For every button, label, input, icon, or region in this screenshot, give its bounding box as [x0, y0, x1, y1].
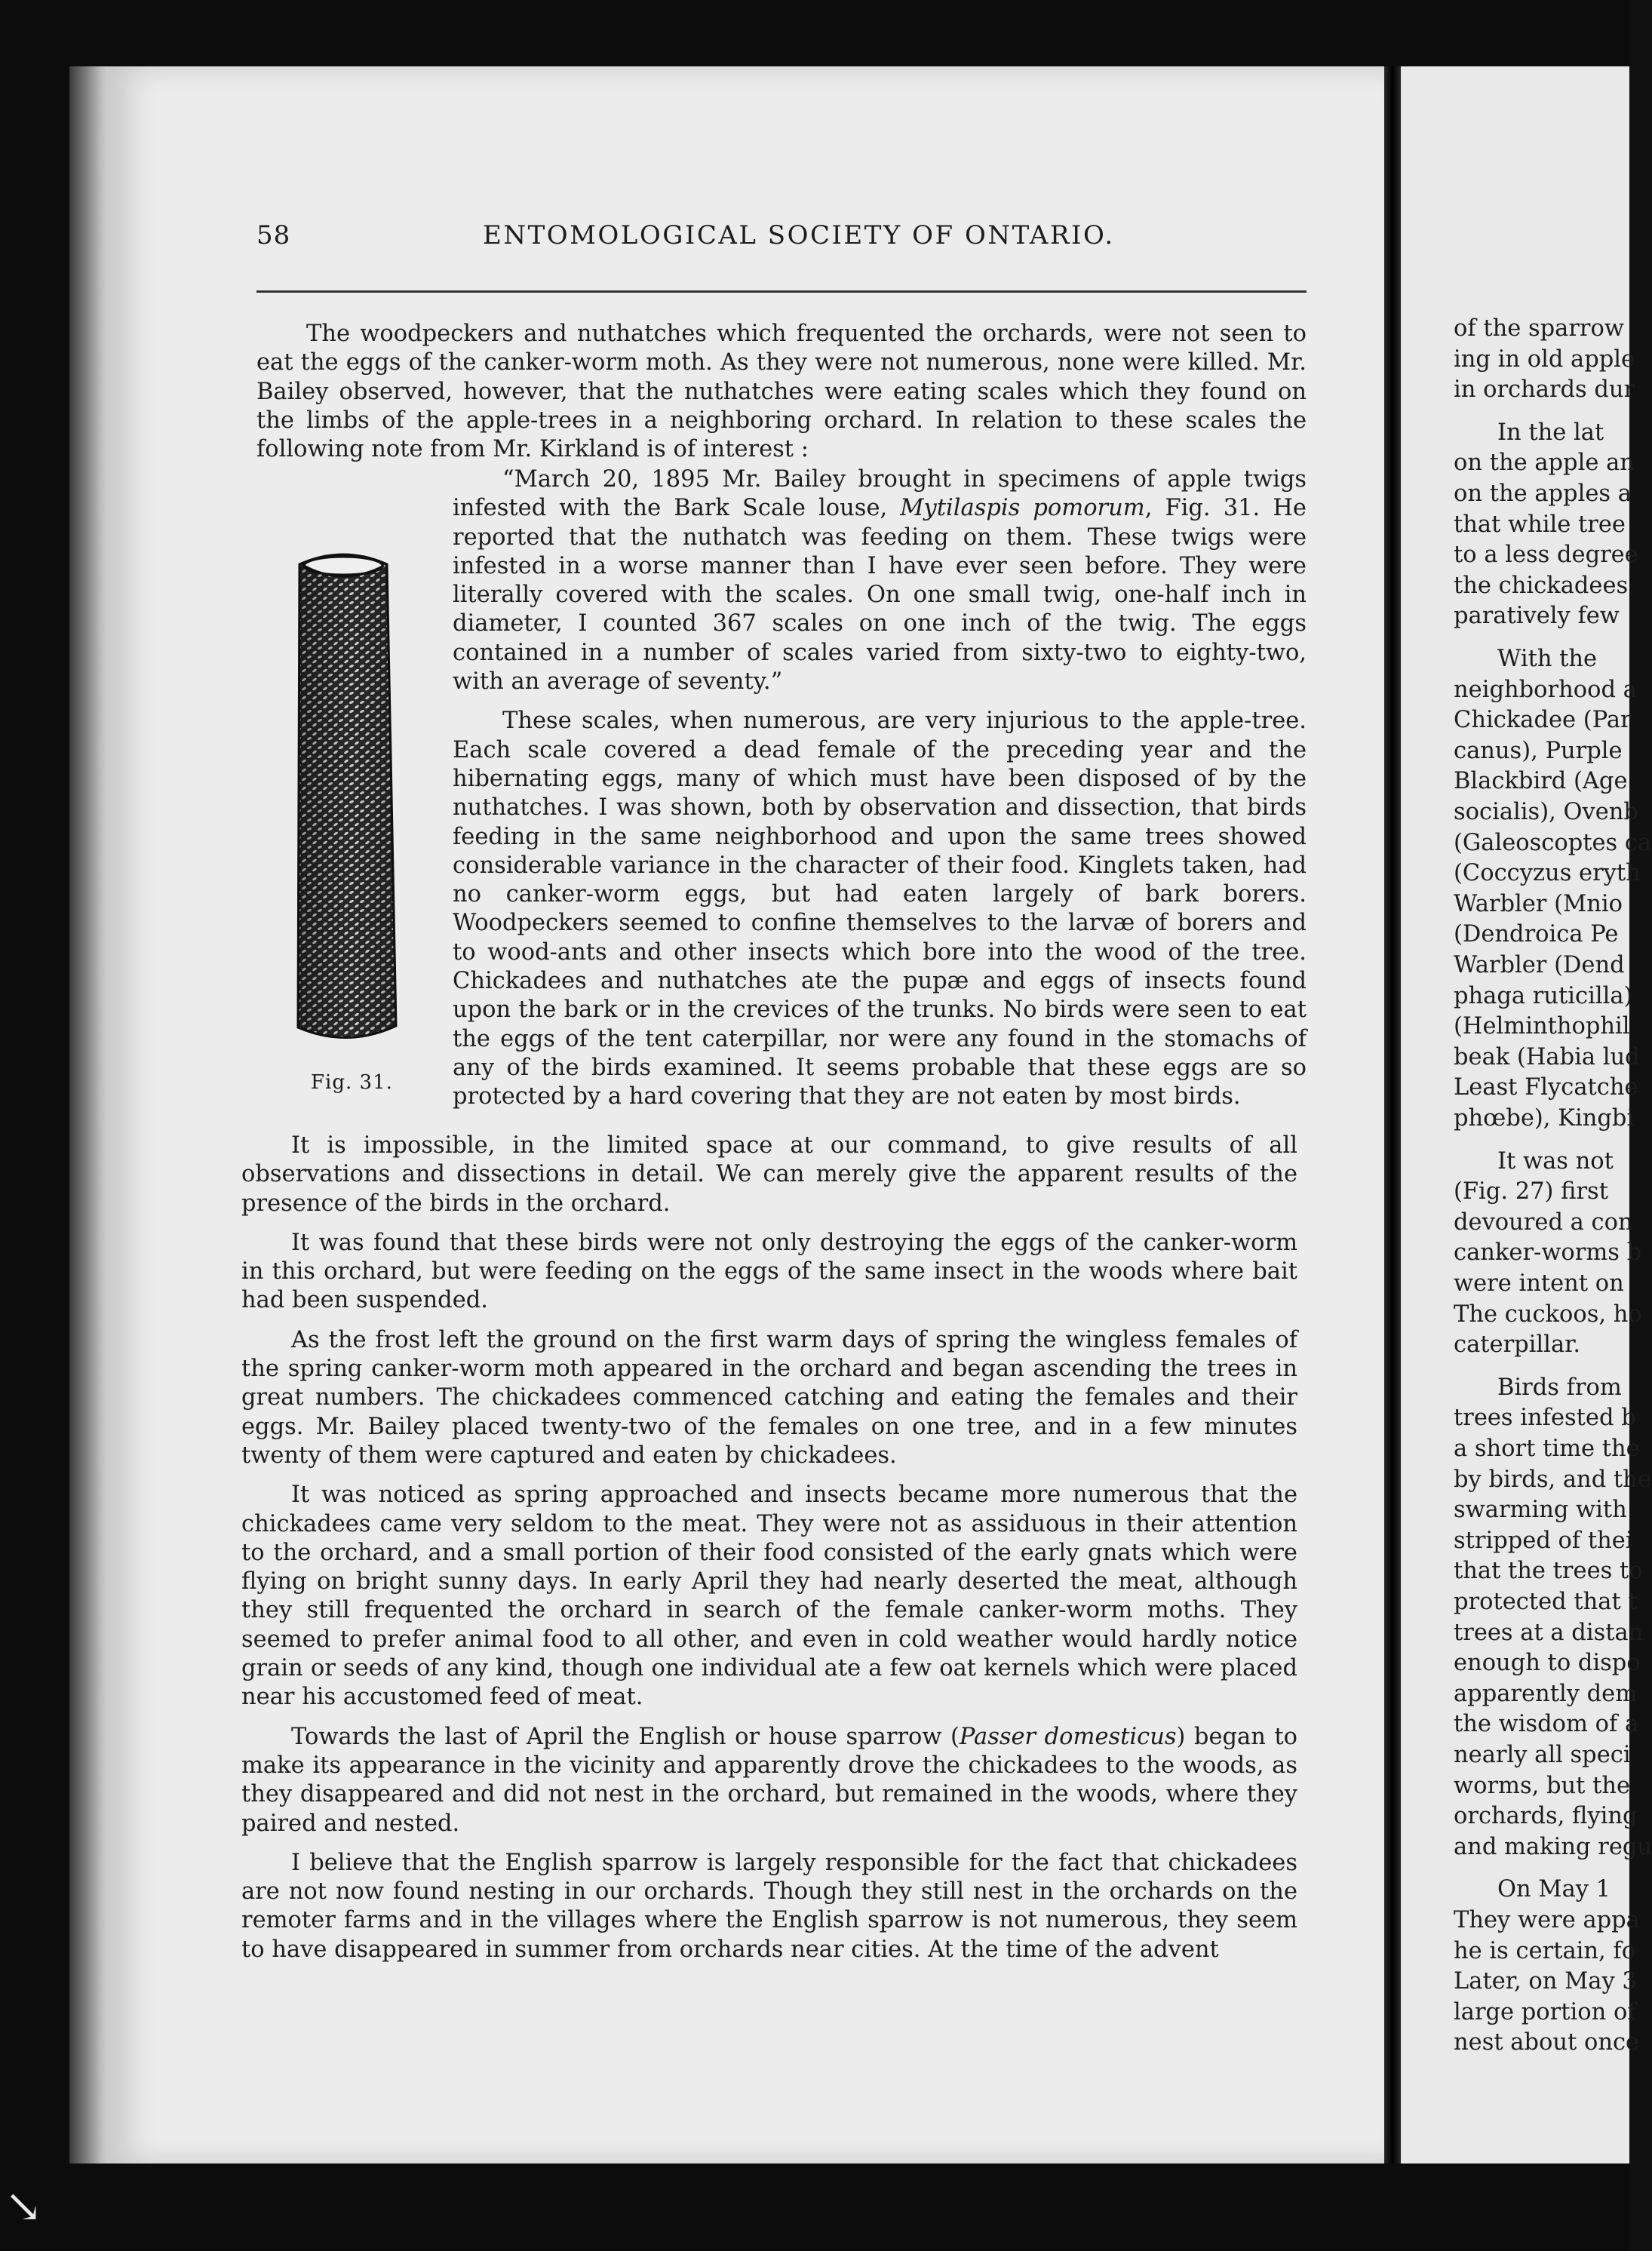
right-page-line: orchards, flying: [1454, 1803, 1638, 1830]
right-page-line: (Galeoscoptes ca: [1454, 829, 1652, 856]
right-page-line: to a less degree: [1454, 542, 1638, 569]
paragraph-believe: I believe that the English sparrow is largely responsible for the fact that chickadees are not now found nesting in our orchards. Though they still nest in the orchards on the remoter farms and in the villages where the English sparrow is not numerous, they seem to have disappeared in summer from orchards near cities. At the time of the advent: [241, 1849, 1297, 1963]
right-page-line: protected that t: [1454, 1589, 1638, 1615]
right-page-line: canker-worms b: [1454, 1239, 1642, 1267]
figure-caption: Fig. 31.: [311, 1071, 393, 1094]
figure-31-twig-illustration: [290, 551, 404, 1043]
right-page-line: Birds from: [1497, 1374, 1622, 1401]
towards-text-start: Towards the last of April the English or house sparrow (: [291, 1723, 960, 1750]
right-page-line: of the sparrow: [1454, 315, 1624, 342]
right-page-line: Blackbird (Age: [1454, 768, 1628, 795]
right-page-line: on the apples a: [1454, 481, 1632, 507]
page-number: 58: [256, 220, 291, 250]
paragraph-scales: These scales, when numerous, are very injurious to the apple-tree. Each scale covered a dead female of the preceding year and the hibernating eggs, many of which must have been disposed of by the nuthatches. I was shown, both by observation and dissection, that birds feeding in the same neighborhood and upon the same trees showed considerable variance in the character of their food. Kinglets taken, had no canker-worm eggs, but had eaten largely of bark borers. Woodpeckers seemed to confine themselves to the larvæ of borers and to wood-ants and other insects which bore into the wood of the tree. Chickadees and nuthatches ate the pupæ and eggs of insects found upon the bark or in the crevices of the trunks. No birds were seen to eat the eggs of the tent caterpillar, nor were any found in the stomachs of any of the birds examined. It seems probable that these eggs are so protected by a hard covering that they are not eaten by most birds.: [453, 708, 1307, 1110]
right-page-line: large portion of: [1454, 1998, 1636, 2025]
right-page-line: phœbe), Kingbi: [1454, 1105, 1635, 1132]
right-page-line: socialis), Ovenb: [1454, 799, 1638, 825]
right-page-line: stripped of thei: [1454, 1527, 1633, 1554]
right-page-line: They were appa: [1454, 1907, 1640, 1933]
right-page-line: Later, on May 3: [1454, 1968, 1637, 1995]
right-page-line: trees infested b: [1454, 1405, 1636, 1432]
kirkland-quote: [453, 465, 1307, 696]
quote-text-end: , Fig. 31. He reported that the nuthatch was feeding on them. These twigs were infested in a worse manner than I have ever seen before. They were literally covered with the scales. On one small twig, one-half inch in diameter, I counted 367 scales on one inch of the twig. The eggs contained in a number of scales varied from sixty-two to eighty-two, with an average of seventy.”: [453, 495, 1307, 696]
right-page-line: on the apple an: [1454, 450, 1635, 477]
page-header: [256, 220, 1313, 266]
quote-text-start: “March 20, 1895 Mr. Bailey brought in specimens of apple twigs infested with the Bark Scale louse,: [453, 466, 1307, 522]
right-page-line: With the: [1497, 646, 1598, 672]
right-page-line: (Coccyzus eryth: [1454, 860, 1641, 887]
species-mytilaspis: Mytilaspis pomorum: [900, 495, 1145, 522]
right-page-line: worms, but the: [1454, 1772, 1631, 1799]
right-page-line: apparently dem: [1454, 1680, 1638, 1707]
right-page-line: a short time the: [1454, 1436, 1640, 1462]
right-page-line: devoured a con: [1454, 1208, 1633, 1236]
book-gutter: [1384, 66, 1401, 2163]
right-page-line: neighborhood a: [1454, 676, 1637, 703]
paragraph-impossible: It is impossible, in the limited space at our command, to give results of all observations and dissections in detail. We can merely give the apparent results of the presence of the birds in the orchard.: [241, 1132, 1297, 1217]
right-page-line: beak (Habia lud: [1454, 1043, 1640, 1070]
quote-and-scales-column: [453, 465, 1307, 1112]
towards-text-end: ) began to make its appearance in the vicinity and apparently drove the chickadees to the woods, as they disappeared and did not nest in the orchard, but remained in the woods, where they paired and nested.: [241, 1723, 1297, 1837]
right-page-line: ing in old apple: [1454, 345, 1635, 373]
right-page-line: and making regu: [1454, 1833, 1652, 1860]
paragraph-frost: As the frost left the ground on the first warm days of spring the wingless females of the spring canker-worm moth appeared in the orchard and began ascending the trees in great numbers. The chickadees commenced catching and eating the females and their eggs. Mr. Bailey placed twenty-two of the females on one tree, and in a few minutes twenty of them were captured and eaten by chickadees.: [241, 1326, 1297, 1469]
right-page: [1401, 66, 1652, 2163]
right-page-line: enough to dispo: [1454, 1650, 1641, 1677]
scale-twig-drawing: [290, 551, 404, 1043]
header-rule: [256, 290, 1307, 293]
right-page-line: that the trees to: [1454, 1558, 1643, 1585]
right-page-line: In the lat: [1497, 419, 1604, 446]
right-page-line: Warbler (Mnio: [1454, 890, 1623, 917]
right-page-line: phaga ruticilla): [1454, 982, 1633, 1009]
right-page-line: trees at a distan: [1454, 1619, 1644, 1646]
right-page-line: (Dendroica Pe: [1454, 921, 1619, 948]
right-page-line: by birds, and the: [1454, 1466, 1651, 1493]
right-page-line: canus), Purple: [1454, 737, 1623, 764]
right-page-line: The cuckoos, ho: [1454, 1301, 1642, 1328]
right-page-line: nest about once: [1454, 2029, 1640, 2056]
right-page-line: swarming with: [1454, 1497, 1627, 1524]
right-page-line: caterpillar.: [1454, 1331, 1581, 1359]
paragraph-found: It was found that these birds were not only destroying the eggs of the canker-worm in this orchard, but were feeding on the eggs of the same insect in the woods where bait had been suspended.: [241, 1229, 1297, 1314]
paragraph-towards: [241, 1723, 1297, 1838]
right-page-line: On May 1: [1497, 1876, 1611, 1903]
paragraph-noticed: It was noticed as spring approached and insects became more numerous that the chickadees came very seldom to the meat. They were not as assiduous in their attention to the orchard, and a small portion of their food consisted of the early gnats which were flying on bright sunny days. In early April they had nearly deserted the meat, although they still frequented the orchard in search of the female canker-worm moths. They seemed to prefer animal food to all other, and even in cold weather would hardly notice grain or seeds of any kind, though one individual ate a few oat kernels which were placed near his accustomed feed of meat.: [241, 1482, 1297, 1711]
right-page-line: in orchards dur: [1454, 376, 1635, 404]
lower-paragraphs: [241, 1132, 1297, 1975]
paragraph-woodpeckers: [256, 320, 1307, 464]
right-page-line: (Helminthophil: [1454, 1013, 1630, 1040]
right-page-line: nearly all speci: [1454, 1742, 1631, 1768]
right-page-line: were intent on: [1454, 1270, 1624, 1297]
paragraph-text: The woodpeckers and nuthatches which frequented the orchards, were not seen to eat the eggs of the canker-worm moth. As they were not numerous, none were killed. Mr. Bailey observed, however, that the nuthatches were eating scales which they found on the limbs of the apple-trees in a neighboring orchard. In relation to these scales the following note from Mr. Kirkland is of interest :: [256, 321, 1307, 463]
right-page-line: he is certain, fo: [1454, 1937, 1636, 1964]
right-page-line: It was not: [1497, 1147, 1614, 1175]
right-page-line: Chickadee (Par: [1454, 707, 1632, 734]
right-page-line: the chickadees: [1454, 572, 1629, 599]
species-passer: Passer domesticus: [959, 1723, 1177, 1750]
right-page-line: the wisdom of a: [1454, 1711, 1639, 1738]
right-page-line: that while tree: [1454, 511, 1626, 538]
right-page-line: (Fig. 27) first: [1454, 1178, 1608, 1205]
scan-artifact-mark: ↘: [5, 2180, 43, 2233]
right-page-line: paratively few: [1454, 603, 1620, 630]
running-head: ENTOMOLOGICAL SOCIETY OF ONTARIO.: [483, 220, 1115, 250]
right-page-line: Least Flycatche: [1454, 1074, 1638, 1101]
right-page-line: Warbler (Dend: [1454, 952, 1625, 978]
